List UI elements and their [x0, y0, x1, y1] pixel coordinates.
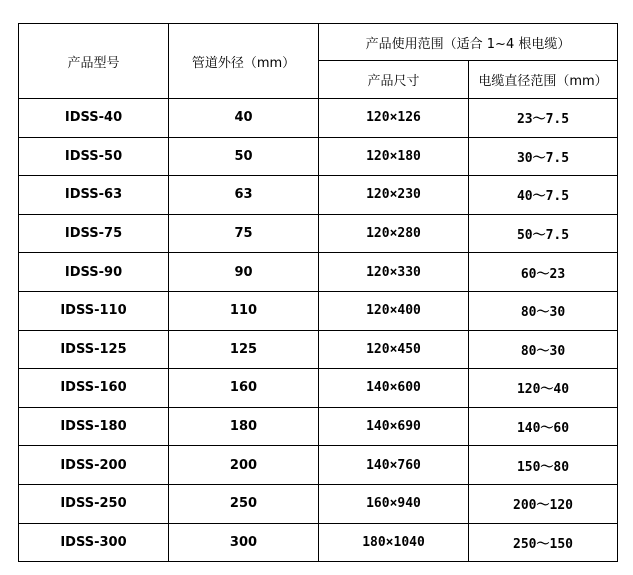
cell-od: 63: [169, 176, 319, 215]
cell-model: IDSS-110: [19, 291, 169, 330]
header-cable-range: 电缆直径范围（mm）: [469, 61, 618, 99]
table-row: [19, 176, 618, 215]
table-row: [19, 407, 618, 446]
cell-model: IDSS-90: [19, 253, 169, 292]
cell-od: 300: [169, 523, 319, 562]
table-row: [19, 369, 618, 408]
cell-size: 160×940: [319, 484, 469, 523]
table-row: [19, 330, 618, 369]
cell-size: 140×690: [319, 407, 469, 446]
cell-od: 50: [169, 137, 319, 176]
cell-model: IDSS-125: [19, 330, 169, 369]
header-product-size: 产品尺寸: [319, 61, 469, 99]
table-row: [19, 253, 618, 292]
cell-cable: 80～30: [469, 291, 618, 330]
table-row: [19, 291, 618, 330]
cell-size: 120×400: [319, 291, 469, 330]
table-row: [19, 137, 618, 176]
cell-cable: 200～120: [469, 484, 618, 523]
cell-model: IDSS-180: [19, 407, 169, 446]
cell-size: 140×760: [319, 446, 469, 485]
cell-size: 120×330: [319, 253, 469, 292]
cell-model: IDSS-50: [19, 137, 169, 176]
table-row: [19, 446, 618, 485]
cell-cable: 50～7.5: [469, 214, 618, 253]
header-pipe-od: 管道外径（mm）: [169, 24, 319, 99]
cell-od: 250: [169, 484, 319, 523]
cell-size: 120×126: [319, 99, 469, 138]
cell-od: 160: [169, 369, 319, 408]
cell-size: 120×230: [319, 176, 469, 215]
cell-size: 120×180: [319, 137, 469, 176]
cell-od: 110: [169, 291, 319, 330]
cell-cable: 140～60: [469, 407, 618, 446]
table-body: [19, 99, 618, 562]
cell-cable: 80～30: [469, 330, 618, 369]
cell-model: IDSS-250: [19, 484, 169, 523]
header-usage-range: 产品使用范围（适合 1~4 根电缆）: [319, 24, 618, 61]
cell-model: IDSS-75: [19, 214, 169, 253]
header-model: 产品型号: [19, 24, 169, 99]
cell-model: IDSS-300: [19, 523, 169, 562]
cell-size: 180×1040: [319, 523, 469, 562]
cell-cable: 23～7.5: [469, 99, 618, 138]
cell-od: 75: [169, 214, 319, 253]
cell-cable: 40～7.5: [469, 176, 618, 215]
cell-od: 125: [169, 330, 319, 369]
cell-od: 180: [169, 407, 319, 446]
cell-model: IDSS-160: [19, 369, 169, 408]
cell-cable: 150～80: [469, 446, 618, 485]
cell-od: 90: [169, 253, 319, 292]
cell-cable: 250～150: [469, 523, 618, 562]
table-row: [19, 523, 618, 562]
cell-cable: 60～23: [469, 253, 618, 292]
cell-cable: 120～40: [469, 369, 618, 408]
table-row: [19, 214, 618, 253]
cell-od: 40: [169, 99, 319, 138]
cell-size: 120×280: [319, 214, 469, 253]
cell-cable: 30～7.5: [469, 137, 618, 176]
cell-size: 120×450: [319, 330, 469, 369]
cell-od: 200: [169, 446, 319, 485]
table-row: [19, 99, 618, 138]
table-row: [19, 484, 618, 523]
cell-model: IDSS-63: [19, 176, 169, 215]
cell-model: IDSS-40: [19, 99, 169, 138]
cell-size: 140×600: [319, 369, 469, 408]
cell-model: IDSS-200: [19, 446, 169, 485]
product-spec-table: [18, 23, 618, 562]
